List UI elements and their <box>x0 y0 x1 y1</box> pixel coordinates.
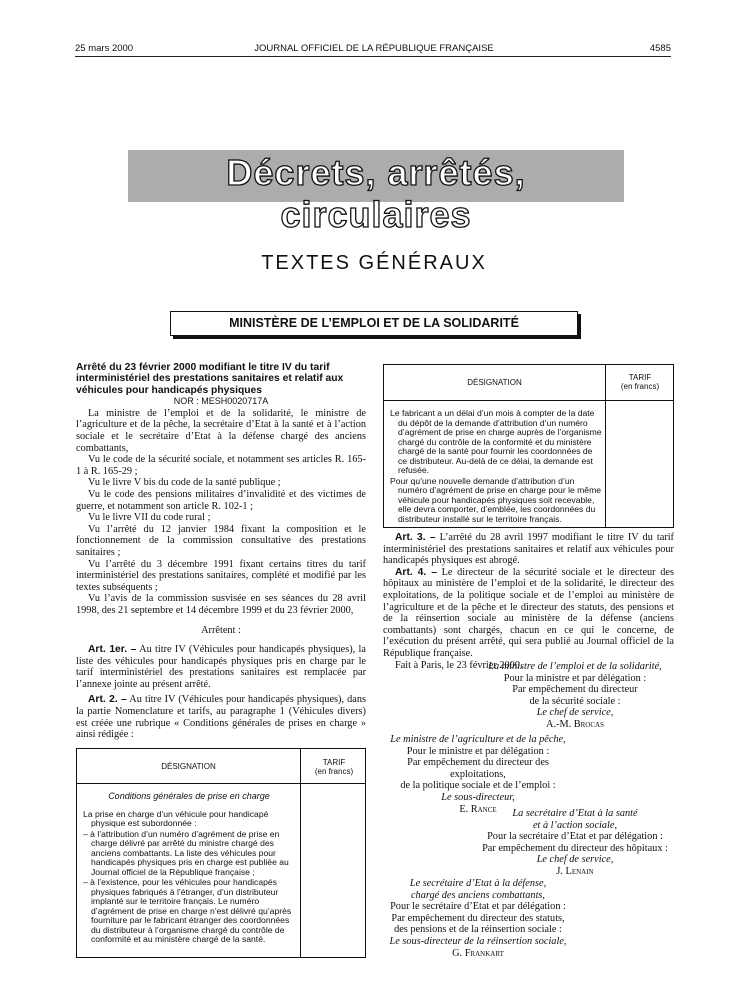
article-1 <box>76 644 366 690</box>
table-line: – à l’existence, pour les véhicules pour handicapés physiques fabriqués à l’étranger, d’un distributeur implanté sur le territoire français. Le numéro d’agrément de prise en charge n’est délivré qu’après fourniture par le fabricant étranger des coordonnées du distributeur à l’organisme chargé du contrôle de conformité et au ministère chargé de la santé. <box>83 877 292 944</box>
signature-line: Pour le secrétaire d’Etat et par délégation : <box>390 901 566 913</box>
right-column <box>383 532 674 671</box>
conditions-table <box>76 748 366 958</box>
conditions-table-continued <box>383 364 674 528</box>
article-4-text: Le directeur de la sécurité sociale et le directeur des hôpitaux au ministère de l’emploi et de la solidarité, le directeur des exploitations, de la politique sociale et de l’emploi au ministère de l’agriculture et de la pêche et le directeur des statuts, des pensions et de la réinsertion sociale au ministère de la défense (anciens combattants) sont chargés, chacun en ce qui le concerne, de l’exécution du présent arrêté, qui sera publié au Journal officiel de la République française. <box>383 566 674 659</box>
signature-line: Le chef de service, <box>536 854 614 866</box>
signature-line: Par empêchement du directeur des statuts, <box>391 912 565 924</box>
table-line: Pour qu’une nouvelle demande d’attribution d’un numéro d’agrément de prise en charge pour le même véhicule pour handicapés physiques soit recevable, elle devra comporter, d’emblée, les coordonnées du distributeur installé sur le territoire français. <box>390 475 602 524</box>
signatory-name: E. Rance <box>459 803 497 815</box>
arretent-line: Arrêtent : <box>201 624 241 636</box>
header-journal-title: JOURNAL OFFICIEL DE LA RÉPUBLIQUE FRANÇAISE <box>254 43 494 54</box>
banner-title: Décrets, arrêtés, circulaires <box>226 152 526 235</box>
article-4 <box>383 567 674 660</box>
table-header-designation: DÉSIGNATION <box>161 762 216 771</box>
signatory-name: J. Lenain <box>556 865 594 877</box>
signature-line: Le sous-directeur, <box>441 791 515 803</box>
vu-line: Vu le code de la sécurité sociale, et notamment ses articles R. 165-1 à R. 165-29 ; <box>76 454 366 477</box>
ministry-box <box>170 311 578 336</box>
signature-line: Par empêchement du directeur des exploitations, <box>407 757 549 780</box>
vu-line: Vu le code des pensions militaires d’invalidité et des victimes de guerre, et notamment son article R. 102-1 ; <box>76 488 366 512</box>
fait-line: Fait à Paris, le 23 février 2000. <box>395 659 523 671</box>
nor-reference: NOR : MESH0020717A <box>173 396 269 407</box>
header-date: 25 mars 2000 <box>75 43 134 54</box>
signature-line: de la politique sociale et de l’emploi : <box>400 780 556 792</box>
article-2-text: Au titre IV (Véhicules pour handicapés physiques), dans la partie Nomenclature et tarifs, au paragraphe 1 (Véhicules divers) est créée une rubrique « Conditions générales de prises en charge » ainsi rédigée : <box>76 694 366 741</box>
signature-line: Le sous-directeur de la réinsertion sociale, <box>389 935 567 947</box>
signatory-name: A.-M. Brocas <box>546 718 604 730</box>
signature-line: Le chef de service, <box>536 707 614 719</box>
header-rule <box>75 56 671 57</box>
article-1-text: Au titre IV (Véhicules pour handicapés physiques), la liste des véhicules pour handicapés physiques pris en charge par le tarif interministériel des prestations sanitaires est remplacée par l’annexe jointe au présent arrêté. <box>76 644 366 690</box>
article-4-label: Art. 4. – <box>395 566 437 578</box>
signature-defense <box>380 878 576 959</box>
article-3-text: L’arrêté du 28 avril 1997 modifiant le titre IV du tarif interministériel des prestations sanitaires et relatif aux véhicules pour handicapés physiques est abrogé. <box>383 532 674 567</box>
signature-emploi <box>470 661 680 731</box>
signature-line: des pensions et de la réinsertion sociale : <box>394 924 562 936</box>
table-header-tarif <box>606 373 674 391</box>
vu-line: Vu l’arrêté du 12 janvier 1984 fixant la composition et le fonctionnement de la commission consultative des prestations sanitaires ; <box>76 523 366 558</box>
table-body <box>83 792 295 946</box>
decree-title: Arrêté du 23 février 2000 modifiant le titre IV du tarif interministériel des prestations sanitaires et relatif aux véhicules pour handicapés physiques <box>76 362 344 396</box>
signature-line: chargé des anciens combattants, <box>410 889 546 901</box>
header-page-number: 4585 <box>649 43 671 54</box>
signature-line: de la sécurité sociale : <box>529 695 621 707</box>
article-3-label: Art. 3. – <box>395 532 436 543</box>
signature-line: Par empêchement du directeur des hôpitaux : <box>482 842 668 854</box>
signature-line: Par empêchement du directeur <box>512 684 638 696</box>
tarif-label: TARIF <box>628 373 652 382</box>
signature-line: La ministre de l’emploi et de la solidarité, <box>488 661 662 672</box>
signature-line: Pour la secrétaire d’Etat et par délégation : <box>487 831 663 843</box>
article-3 <box>383 532 674 567</box>
table-header-tarif <box>301 758 367 776</box>
signature-agriculture <box>380 734 576 815</box>
signature-line: Le ministre de l’agriculture et de la pêche, <box>390 734 566 745</box>
left-column <box>76 362 366 741</box>
table-heading: Conditions générales de prise en charge <box>108 791 270 801</box>
tarif-label: TARIF <box>322 758 346 767</box>
signature-line: et à l’action sociale, <box>532 819 618 831</box>
signature-sante <box>468 808 682 878</box>
vu-line: Vu l’avis de la commission susvisée en ses séances du 28 avril 1998, des 21 septembre et 14 décembre 1999 et du 23 février 2000, <box>76 593 366 616</box>
article-2 <box>76 694 366 740</box>
signature-line: Pour la ministre et par délégation : <box>503 672 647 684</box>
article-2-label: Art. 2. – <box>88 694 127 706</box>
signature-line: Le secrétaire d’Etat à la défense, <box>409 878 547 889</box>
signatory-name: G. Frankart <box>452 947 504 959</box>
tarif-unit: (en francs) <box>620 382 660 391</box>
table-body <box>390 409 602 525</box>
tarif-unit: (en francs) <box>314 767 354 776</box>
vu-line: Vu le livre V bis du code de la santé publique ; <box>88 477 281 489</box>
table-header-designation: DÉSIGNATION <box>467 378 522 387</box>
table-line: La prise en charge d’un véhicule pour handicapé physique est subordonnée : <box>83 808 269 828</box>
section-banner <box>128 150 624 235</box>
intro-paragraph: La ministre de l’emploi et de la solidarité, le ministre de l’agriculture et de la pêche, la secrétaire d’Etat à la santé et à l’action sociale et le secrétaire d’Etat à la défense chargé des anciens combattants, <box>76 407 366 454</box>
vu-line: Vu l’arrêté du 3 décembre 1991 fixant certains titres du tarif interministériel des prestations sanitaires, complété et modifié par les textes subséquents ; <box>76 558 366 593</box>
table-line: – à l’attribution d’un numéro d’agrément de prise en charge délivré par arrêté du ministre chargé des anciens combattants. La liste des véhicules pour handicapés physiques pris en charge est publiée au Journal officiel de la République française ; <box>83 828 289 877</box>
ministry-title: MINISTÈRE DE L’EMPLOI ET DE LA SOLIDARITÉ <box>229 316 519 330</box>
article-1-label: Art. 1er. – <box>88 644 137 656</box>
section-heading: TEXTES GÉNÉRAUX <box>261 252 487 274</box>
table-line: Le fabricant a un délai d’un mois à compter de la date du dépôt de la demande d’attribution d’un numéro d’agrément de prise en charge auprès de l’organisme chargé du contrôle de la conformité et du ministère chargé de la santé pour fournir les coordonnées de ce distributeur. Au-delà de ce délai, la demande est refusée. <box>390 408 602 475</box>
signature-line: Pour le ministre et par délégation : <box>406 745 550 757</box>
signature-line: La secrétaire d’Etat à la santé <box>512 808 638 819</box>
vu-line: Vu le livre VII du code rural ; <box>88 512 211 524</box>
